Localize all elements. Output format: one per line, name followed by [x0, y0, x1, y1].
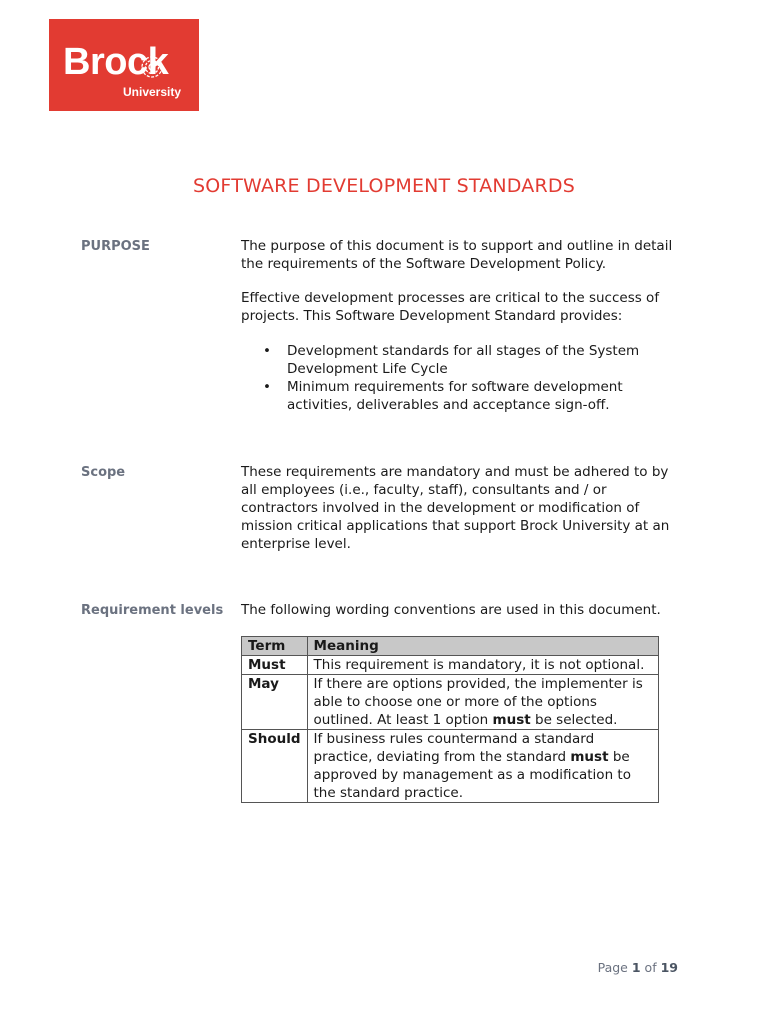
- scope-label: Scope: [81, 465, 126, 480]
- meaning-text: If business rules countermand a standard practice, deviating from the standard: [313, 731, 595, 765]
- document-title: SOFTWARE DEVELOPMENT STANDARDS: [192, 175, 575, 197]
- column-header-meaning: Meaning: [307, 637, 658, 656]
- meaning-cell: [307, 730, 658, 803]
- list-item: • Development standards for all stages of the System Development Life Cycle: [241, 342, 681, 378]
- column-header-term: Term: [242, 637, 308, 656]
- meaning-text: If there are options provided, the implementer is able to choose one or more of the options outlined. At least 1 option: [313, 676, 643, 728]
- meaning-text: This requirement is mandatory, it is not optional.: [313, 657, 645, 673]
- purpose-bullet-list: [241, 342, 681, 414]
- meaning-text: be approved by management as a modification to the standard practice.: [313, 749, 631, 801]
- list-item: • Minimum requirements for software development activities, deliverables and acceptance sign-off.: [241, 378, 681, 414]
- page-word: Page: [597, 960, 628, 975]
- meaning-emphasis: must: [570, 749, 609, 765]
- meaning-cell: [307, 675, 658, 730]
- table-row: [242, 730, 659, 803]
- requirement-levels-label: Requirement levels: [81, 603, 224, 618]
- requirement-terms-table: [241, 636, 659, 803]
- page-number-footer: [598, 960, 678, 975]
- logo-subtitle: University: [123, 85, 182, 99]
- of-word: of: [644, 960, 657, 975]
- current-page-number: 1: [631, 960, 641, 975]
- total-page-count: 19: [660, 960, 678, 975]
- table-header-row: [242, 637, 659, 656]
- purpose-paragraph-1: The purpose of this document is to support and outline in detail the requirements of the Software Development Policy.: [241, 238, 673, 272]
- table-row: [242, 656, 659, 675]
- meaning-emphasis: must: [492, 712, 531, 728]
- brock-university-logo: [49, 19, 199, 111]
- fingerprint-icon: [140, 55, 164, 79]
- term-cell: Must: [242, 656, 308, 675]
- table-row: [242, 675, 659, 730]
- term-cell: Should: [242, 730, 308, 803]
- purpose-paragraph-2: Effective development processes are critical to the success of projects. This Software Development Standard provides:: [241, 290, 660, 324]
- term-cell: May: [242, 675, 308, 730]
- meaning-cell: [307, 656, 658, 675]
- purpose-label: PURPOSE: [81, 239, 150, 254]
- scope-paragraph: These requirements are mandatory and must be adhered to by all employees (i.e., faculty, staff), consultants and / or contractors involved in the development or modification of mission critical applications that support Brock University at an enterprise level.: [241, 464, 670, 552]
- logo-wordmark: Brock: [63, 41, 169, 83]
- requirement-levels-intro: The following wording conventions are used in this document.: [241, 602, 661, 618]
- meaning-text: be selected.: [530, 712, 618, 728]
